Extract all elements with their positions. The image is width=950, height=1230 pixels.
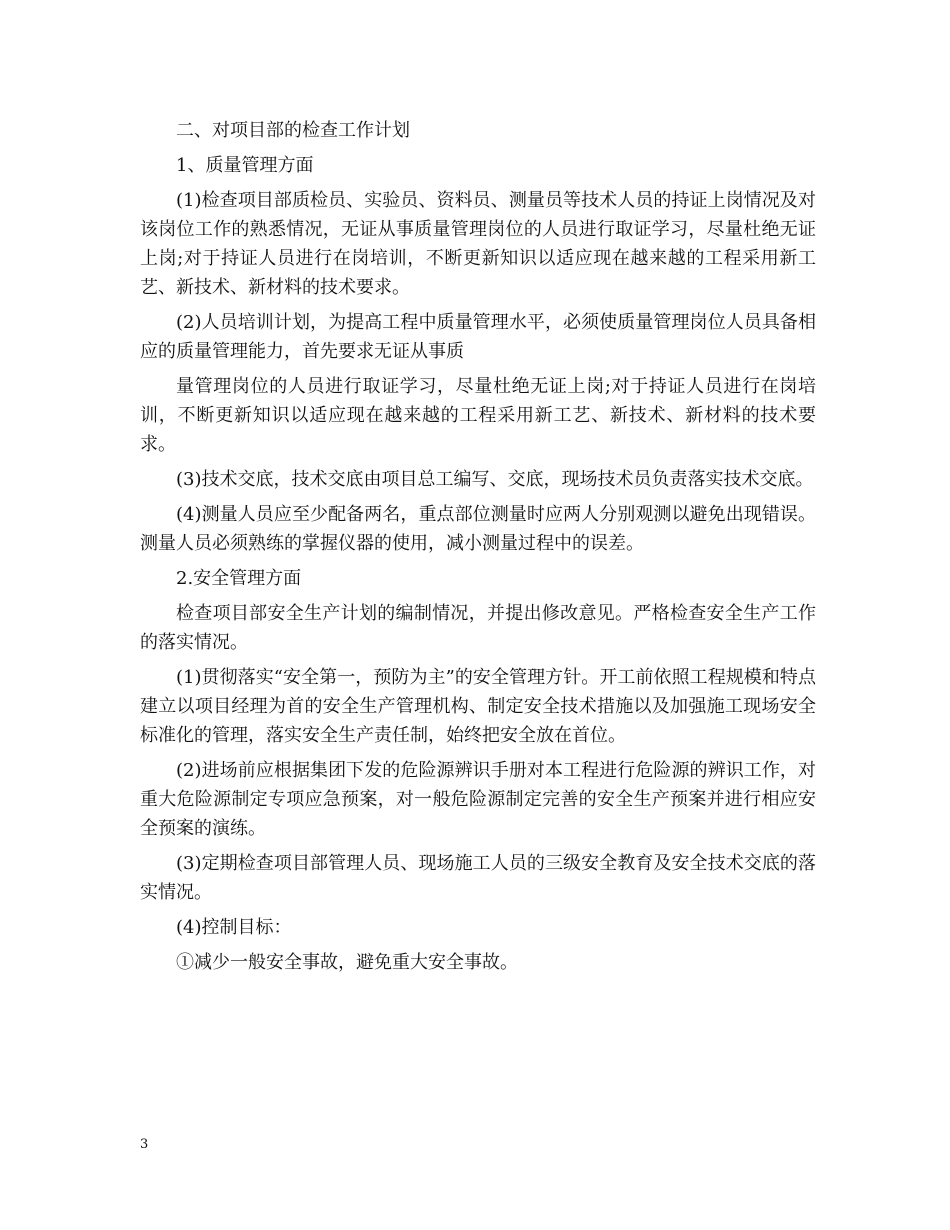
paragraph-safety-goal-1: ①减少一般安全事故，避免重大安全事故。: [176, 952, 518, 973]
paragraph-safety-3: (3)定期检查项目部管理人员、现场施工人员的三级安全教育及安全技术交底的落实情况。: [140, 853, 816, 903]
paragraph-safety-4: (4)控制目标：: [176, 917, 292, 938]
section-heading-inspection-plan: 二、对项目部的检查工作计划: [176, 120, 410, 141]
subsection-heading-quality: 1、质量管理方面: [176, 155, 314, 176]
paragraph-quality-1: (1)检查项目部质检员、实验员、资料员、测量员等技术人员的持证上岗情况及对该岗位工作的熟悉情况，无证从事质量管理岗位的人员进行取证学习，尽量杜绝无证上岗;对于持证人员进行在岗培训，不断更新知识以适应现在越来越的工程采用新工艺、新技术、新材料的技术要求。: [140, 190, 816, 298]
paragraph-quality-2-continued: 量管理岗位的人员进行取证学习，尽量杜绝无证上岗;对于持证人员进行在岗培训，不断更新知识以适应现在越来越的工程采用新工艺、新技术、新材料的技术要求。: [140, 376, 816, 455]
paragraph-quality-3: (3)技术交底，技术交底由项目总工编写、交底，现场技术员负责落实技术交底。: [176, 469, 814, 490]
document-body: [140, 116, 816, 983]
page-number: 3: [140, 1137, 149, 1152]
paragraph-safety-intro: 检查项目部安全生产计划的编制情况，并提出修改意见。严格检查安全生产工作的落实情况。: [140, 603, 816, 653]
paragraph-quality-4: (4)测量人员应至少配备两名，重点部位测量时应两人分别观测以避免出现错误。测量人员必须熟练的掌握仪器的使用，减小测量过程中的误差。: [140, 504, 816, 554]
paragraph-safety-1: (1)贯彻落实“安全第一，预防为主”的安全管理方针。开工前依照工程规模和特点建立以项目经理为首的安全生产管理机构、制定安全技术措施以及加强施工现场安全标准化的管理，落实安全生产责任制，始终把安全放在首位。: [140, 667, 816, 746]
paragraph-safety-2: (2)进场前应根据集团下发的危险源辨识手册对本工程进行危险源的辨识工作，对重大危险源制定专项应急预案，对一般危险源制定完善的安全生产预案并进行相应安全预案的演练。: [140, 760, 816, 839]
subsection-heading-safety: 2.安全管理方面: [176, 568, 302, 589]
paragraph-quality-2: (2)人员培训计划，为提高工程中质量管理水平，必须使质量管理岗位人员具备相应的质量管理能力，首先要求无证从事质: [140, 312, 816, 362]
